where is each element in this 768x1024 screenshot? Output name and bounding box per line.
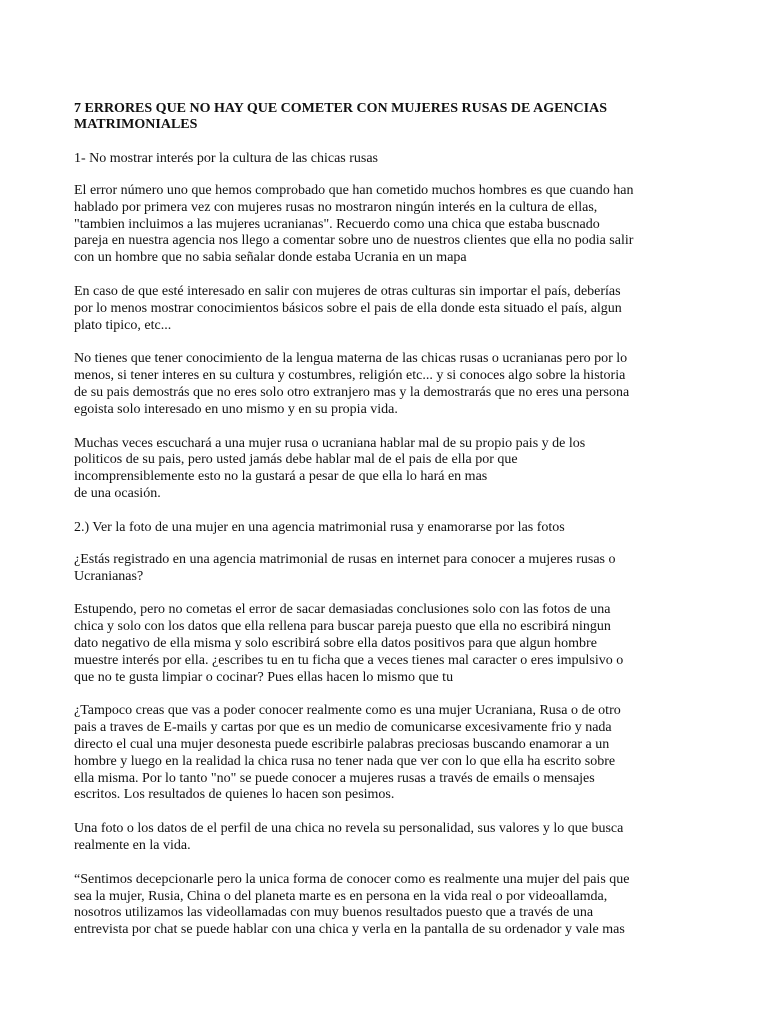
paragraph-line: por lo menos mostrar conocimientos básicos sobre el pais de ella donde esta situado el país, algun (74, 300, 622, 316)
paragraph-line: hombre y luego en la realidad la chica rusa no tener nada que ver con lo que ella ha escrito sobre (74, 753, 616, 769)
paragraph (74, 821, 708, 855)
paragraph-line: escritos. Los resultados de quienes lo hacen son pesimos. (74, 787, 395, 803)
paragraph-line: incomprensiblemente esto no la gustará a pesar de que ella lo hará en mas (74, 469, 488, 485)
paragraph-line: Una foto o los datos de el perfil de una chica no revela su personalidad, sus valores y lo que busca (74, 821, 624, 837)
paragraph (74, 552, 708, 586)
paragraph-line: dato negativo de ella misma y solo escribirá sobre ella datos positivos para que algun hombre (74, 635, 597, 651)
paragraph-line: En caso de que esté interesado en salir con mujeres de otras culturas sin importar el país, deberías (74, 283, 621, 299)
paragraph-line: Ucranianas? (74, 568, 144, 584)
paragraph (74, 602, 708, 686)
paragraph-line: ¿Tampoco creas que vas a poder conocer realmente como es una mujer Ucraniana, Rusa o de otro (74, 703, 621, 719)
paragraph-line: entrevista por chat se puede hablar con una chica y verla en la pantalla de su ordenador y vale mas (74, 922, 625, 938)
paragraph-line: ¿Estás registrado en una agencia matrimonial de rusas en internet para conocer a mujeres rusas o (74, 551, 616, 567)
paragraph-line: "tambien incluimos a las mujeres ucranianas". Recuerdo como una chica que estaba buscnado (74, 216, 600, 232)
paragraph-line: politicos de su pais, pero usted jamás debe hablar mal de el pais de ella por que (74, 452, 518, 468)
paragraph-line: chica y solo con los datos que ella rellena para buscar pareja puesto que ella no escribirá ningun (74, 619, 611, 635)
paragraph-line: ella misma. Por lo tanto "no" se puede conocer a mujeres rusas a través de emails o mensajes (74, 770, 595, 786)
document-title: 7 ERRORES QUE NO HAY QUE COMETER CON MUJERES RUSAS DE AGENCIAS MATRIMONIALES (74, 101, 607, 132)
paragraph-line: No tienes que tener conocimiento de la lengua materna de las chicas rusas o ucranianas pero por lo (74, 351, 628, 367)
paragraph (74, 872, 708, 939)
paragraph (74, 436, 708, 503)
section-heading: 2.) Ver la foto de una mujer en una agencia matrimonial rusa y enamorarse por las fotos (74, 519, 565, 535)
paragraph-line: “Sentimos decepcionarle pero la unica forma de conocer como es realmente una mujer del pais que (74, 871, 630, 887)
paragraph-line: El error número uno que hemos comprobado que han cometido muchos hombres es que cuando han (74, 183, 634, 198)
paragraph-line: hablado por primera vez con mujeres rusas no mostraron ningún interés en la cultura de ellas, (74, 199, 598, 215)
paragraph (74, 183, 708, 267)
paragraph-line: de su pais demostrás que no eres solo otro extranjero mas y la demostrarás que no eres una persona (74, 384, 630, 400)
paragraph-line: plato tipico, etc... (74, 317, 172, 333)
paragraph-line: menos, si tener interes en su cultura y costumbres, religión etc... y si conoces algo sobre la historia (74, 368, 626, 384)
paragraph-line: que no te gusta limpiar o cocinar? Pues ellas hacen lo mismo que tu (74, 669, 454, 685)
paragraph-line: egoista solo interesado en uno mismo y en su propia vida. (74, 401, 398, 417)
paragraph-line: de una ocasión. (74, 485, 161, 501)
document-body (74, 151, 708, 939)
paragraph-line: Muchas veces escuchará a una mujer rusa o ucraniana hablar mal de su propio pais y de los (74, 435, 586, 451)
paragraph-line: Estupendo, pero no cometas el error de sacar demasiadas conclusiones solo con las fotos de una (74, 602, 611, 618)
paragraph-line: pareja en nuestra agencia nos llego a comentar sobre uno de nuestros clientes que ella no podia salir (74, 233, 634, 249)
paragraph-line: realmente en la vida. (74, 837, 191, 853)
paragraph-line: nosotros utilizamos las videollamadas con muy buenos resultados puesto que a través de una (74, 905, 594, 921)
paragraph-line: directo el cual una mujer desonesta puede escribirle palabras preciosas buscando enamorar a un (74, 736, 610, 752)
paragraph-line: muestre interés por ella. ¿escribes tu en tu ficha que a veces tienes mal caracter o eres impulsivo o (74, 652, 624, 668)
paragraph-line: pais a traves de E-mails y cartas por que es un medio de comunicarse excesivamente frio y nada (74, 720, 612, 736)
section-heading: 1- No mostrar interés por la cultura de las chicas rusas (74, 151, 379, 166)
paragraph (74, 703, 708, 804)
paragraph-line: con un hombre que no sabia señalar donde estaba Ucrania en un mapa (74, 250, 467, 266)
paragraph (74, 351, 708, 418)
paragraph-line: sea la mujer, Rusia, China o del planeta marte es en persona en la vida real o por videoallamda, (74, 888, 608, 904)
paragraph (74, 284, 708, 334)
